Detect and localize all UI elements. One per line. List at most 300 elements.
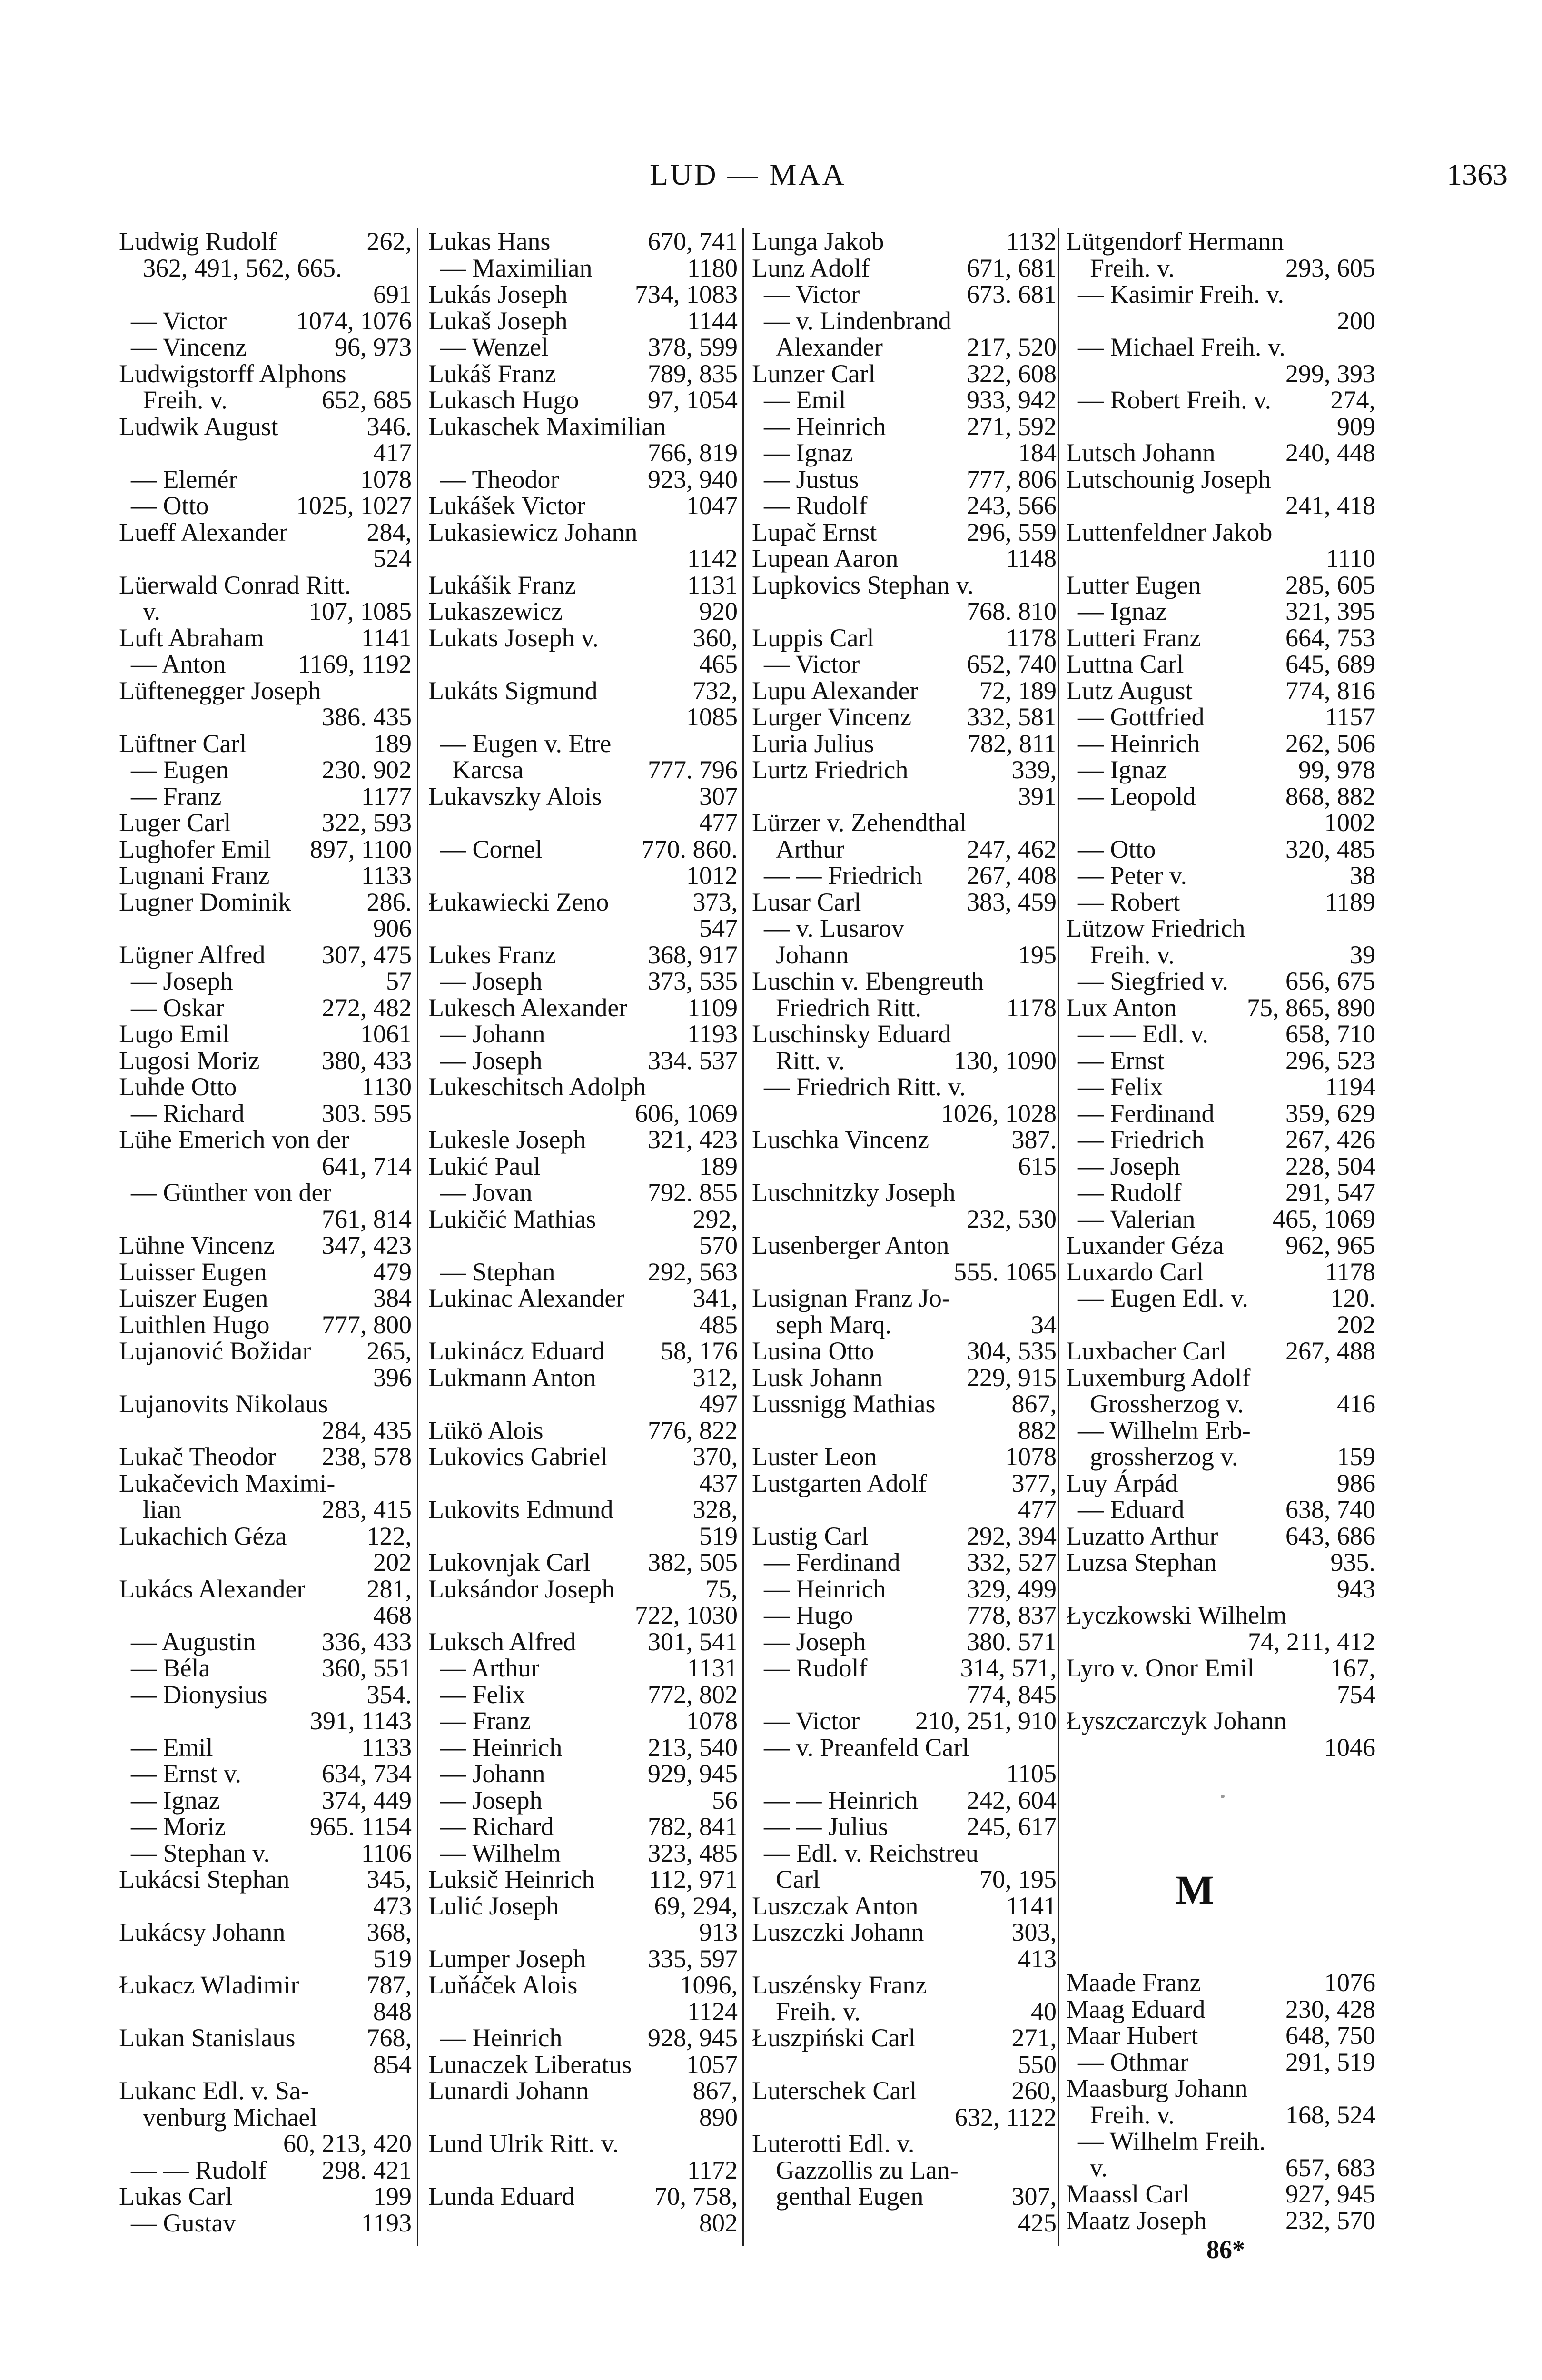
index-entry-continuation <box>424 1523 738 1550</box>
entry-name: Grossherzog v. <box>1090 1389 1244 1418</box>
index-entry-continuation <box>114 255 412 282</box>
entry-page-refs: 1026, 1028 <box>941 1099 1057 1128</box>
index-entry-continuation <box>747 1866 1057 1893</box>
entry-page-refs: 159 <box>1337 1442 1375 1471</box>
entry-page-refs: 167, <box>1330 1654 1375 1682</box>
index-entry <box>747 361 1057 387</box>
index-entry <box>747 1470 1057 1497</box>
entry-name: Lunaczek Liberatus <box>428 2050 632 2079</box>
entry-name: Friedrich Ritt. <box>776 993 921 1022</box>
index-entry <box>114 228 412 255</box>
entry-page-refs: 1189 <box>1325 887 1375 916</box>
entry-page-refs: 267, 408 <box>967 861 1057 890</box>
index-entry-continuation <box>114 2131 412 2157</box>
entry-page-refs: 1178 <box>1006 993 1057 1022</box>
entry-name: Lusenberger Anton <box>752 1231 949 1259</box>
entry-page-refs: 112, 971 <box>649 1865 738 1894</box>
index-entry <box>424 2183 738 2210</box>
entry-page-refs: 332, 527 <box>967 1548 1057 1577</box>
index-entry <box>747 1655 1057 1682</box>
entry-page-refs: 943 <box>1337 1574 1375 1603</box>
entry-name: Lukats Joseph v. <box>428 623 599 652</box>
entry-page-refs: 778, 837 <box>967 1601 1057 1629</box>
index-entry <box>1061 704 1375 731</box>
entry-name: — Moriz <box>131 1812 226 1841</box>
entry-name: Maasburg Johann <box>1066 2074 1248 2102</box>
entry-page-refs: 339, <box>1011 755 1057 784</box>
entry-name: — Kasimir Freih. v. <box>1078 280 1284 308</box>
index-entry <box>1061 2075 1375 2102</box>
entry-page-refs: 322, 593 <box>322 808 412 837</box>
entry-name: Lukes Franz <box>428 940 556 969</box>
entry-page-refs: 199 <box>373 2182 412 2211</box>
entry-name: — Eugen Edl. v. <box>1078 1284 1248 1312</box>
entry-name: Lughofer Emil <box>119 834 271 863</box>
entry-page-refs: 1002 <box>1324 808 1375 837</box>
index-entry <box>424 598 738 625</box>
entry-name: Luttenfeldner Jakob <box>1066 517 1273 546</box>
entry-page-refs: 243, 566 <box>967 491 1057 520</box>
entry-name: Lukač Theodor <box>119 1442 277 1471</box>
index-entry-continuation <box>1061 942 1375 969</box>
entry-name: Ludwig Rudolf <box>119 227 277 256</box>
entry-page-refs: 477 <box>699 808 738 837</box>
print-speck <box>1221 1795 1225 1798</box>
entry-page-refs: 519 <box>373 1944 412 1973</box>
entry-page-refs: 380. 571 <box>967 1627 1057 1656</box>
entry-name: Lujanovits Nikolaus <box>119 1389 328 1418</box>
index-entry-continuation <box>114 1549 412 1576</box>
index-entry-continuation <box>1061 255 1375 282</box>
entry-name: venburg Michael <box>143 2102 317 2132</box>
entry-name: Lux Anton <box>1066 993 1177 1022</box>
entry-page-refs: 265, <box>366 1337 412 1365</box>
entry-name: — Ferdinand <box>1078 1099 1215 1128</box>
entry-page-refs: 1157 <box>1325 703 1375 731</box>
index-entry <box>114 1259 412 1286</box>
index-entry <box>1061 1970 1375 1996</box>
entry-name: Lukášek Victor <box>428 491 586 520</box>
entry-name: v. <box>143 597 160 625</box>
entry-page-refs: 70, 758, <box>654 2182 738 2211</box>
entry-page-refs: 228, 504 <box>1285 1151 1375 1180</box>
entry-page-refs: 189 <box>699 1151 738 1180</box>
entry-name: Lugnani Franz <box>119 861 270 890</box>
index-entry <box>114 1285 412 1312</box>
entry-page-refs: 657, 683 <box>1285 2153 1375 2182</box>
index-entry <box>114 414 412 440</box>
index-entry <box>114 2025 412 2052</box>
index-entry <box>424 1655 738 1682</box>
entry-name: — Eugen <box>131 755 229 784</box>
entry-page-refs: 329, 499 <box>967 1574 1057 1603</box>
entry-page-refs: 291, 547 <box>1285 1178 1375 1207</box>
index-entry-continuation <box>1061 1444 1375 1470</box>
entry-page-refs: 1132 <box>1006 227 1057 256</box>
entry-name: — Günther von der <box>131 1178 332 1207</box>
index-entry-continuation <box>747 1048 1057 1074</box>
index-entry <box>424 308 738 335</box>
index-entry-continuation <box>747 2157 1057 2184</box>
index-entry <box>424 1549 738 1576</box>
entry-name: Luszczak Anton <box>752 1891 919 1920</box>
entry-page-refs: 332, 581 <box>967 703 1057 731</box>
entry-page-refs: 284, 435 <box>322 1416 412 1445</box>
index-entry <box>114 1101 412 1127</box>
entry-name: — Victor <box>764 650 860 678</box>
entry-name: 362, 491, 562, 665. <box>143 253 342 282</box>
entry-name: Luttna Carl <box>1066 650 1184 678</box>
index-entry-continuation <box>424 1391 738 1418</box>
entry-page-refs: 1096, <box>680 1971 738 1999</box>
index-entry-continuation <box>1061 1576 1375 1603</box>
entry-page-refs: 986 <box>1337 1468 1375 1497</box>
index-entry <box>424 1153 738 1180</box>
entry-name: — Othmar <box>1078 2047 1189 2076</box>
index-entry <box>1061 387 1375 414</box>
index-entry <box>114 889 412 916</box>
index-entry <box>114 1470 412 1497</box>
entry-name: — Richard <box>131 1099 245 1128</box>
index-entry <box>114 308 412 335</box>
index-entry <box>1061 1602 1375 1629</box>
index-entry <box>747 1285 1057 1312</box>
index-entry-continuation <box>424 1919 738 1946</box>
index-entry <box>1061 1655 1375 1682</box>
entry-page-refs: 1141 <box>1006 1891 1057 1920</box>
index-entry <box>747 1576 1057 1603</box>
entry-page-refs: 897, 1100 <box>310 834 412 863</box>
index-entry <box>424 228 738 255</box>
entry-name: Lukášik Franz <box>428 570 576 599</box>
entry-name: Lunardi Johann <box>428 2076 589 2105</box>
entry-page-refs: 777, 806 <box>967 465 1057 494</box>
index-entry-continuation <box>747 1206 1057 1233</box>
index-entry-continuation <box>114 1708 412 1735</box>
entry-page-refs: 1180 <box>687 253 738 282</box>
page-number: 1363 <box>1447 158 1508 191</box>
entry-page-refs: 283, 415 <box>322 1495 412 1524</box>
entry-page-refs: 547 <box>699 914 738 942</box>
entry-name: Luschin v. Ebengreuth <box>752 967 984 995</box>
index-entry <box>114 757 412 783</box>
entry-name: Luxander Géza <box>1066 1231 1224 1259</box>
entry-page-refs: 1144 <box>687 306 738 335</box>
index-entry <box>1061 1338 1375 1365</box>
entry-page-refs: 923, 940 <box>648 465 738 494</box>
entry-name: — Ignaz <box>764 438 853 467</box>
entry-name: Maatz Joseph <box>1066 2206 1207 2235</box>
entry-name: — Wenzel <box>440 333 549 361</box>
entry-name: Luňáček Alois <box>428 1971 578 1999</box>
index-entry-continuation <box>1061 810 1375 836</box>
entry-page-refs: 230. 902 <box>322 755 412 784</box>
entry-page-refs: 519 <box>699 1521 738 1550</box>
index-entry-continuation <box>747 836 1057 863</box>
entry-page-refs: 906 <box>373 914 412 942</box>
entry-page-refs: 322, 608 <box>967 359 1057 388</box>
entry-name: Luster Leon <box>752 1442 877 1471</box>
entry-page-refs: 347, 423 <box>322 1231 412 1259</box>
entry-page-refs: 238, 578 <box>322 1442 412 1471</box>
index-entry <box>747 519 1057 546</box>
entry-name: Johann <box>776 940 849 969</box>
entry-page-refs: 346. <box>366 412 412 441</box>
index-entry <box>114 493 412 519</box>
entry-name: Lyro v. Onor Emil <box>1066 1654 1255 1682</box>
index-entry-continuation <box>1061 1629 1375 1656</box>
index-entry <box>747 2131 1057 2157</box>
entry-page-refs: 1012 <box>686 861 738 890</box>
entry-page-refs: 240, 448 <box>1285 438 1375 467</box>
index-entry <box>747 1391 1057 1418</box>
index-entry <box>114 1180 412 1206</box>
entry-page-refs: 334. 537 <box>648 1046 738 1075</box>
index-entry <box>747 1787 1057 1814</box>
entry-name: Luksándor Joseph <box>428 1574 615 1603</box>
entry-page-refs: 437 <box>699 1468 738 1497</box>
entry-name: — Siegfried v. <box>1078 967 1228 995</box>
entry-page-refs: 281, <box>366 1574 412 1603</box>
entry-name: Luzsa Stephan <box>1066 1548 1217 1577</box>
entry-name: Lützow Friedrich <box>1066 914 1245 942</box>
index-entry <box>114 651 412 678</box>
index-entry-continuation <box>424 810 738 836</box>
index-entry-continuation <box>114 2052 412 2078</box>
entry-page-refs: 1078 <box>360 465 412 494</box>
index-column-1 <box>114 228 412 2236</box>
entry-name: — Heinrich <box>764 412 886 441</box>
entry-name: — Justus <box>764 465 859 494</box>
entry-page-refs: 848 <box>373 1997 412 2026</box>
index-entry <box>1061 281 1375 308</box>
index-entry <box>424 1735 738 1761</box>
index-entry <box>1061 731 1375 757</box>
entry-page-refs: 658, 710 <box>1285 1020 1375 1048</box>
entry-name: lian <box>143 1495 181 1524</box>
index-entry <box>114 2183 412 2210</box>
entry-page-refs: 262, <box>366 227 412 256</box>
index-entry <box>424 572 738 599</box>
index-entry <box>747 414 1057 440</box>
entry-page-refs: 890 <box>699 2102 738 2132</box>
index-entry <box>424 625 738 652</box>
entry-page-refs: 909 <box>1337 412 1375 441</box>
entry-name: — Victor <box>764 1706 860 1735</box>
entry-page-refs: 1105 <box>1006 1759 1057 1788</box>
index-entry <box>1061 968 1375 995</box>
entry-name: — Joseph <box>1078 1151 1180 1180</box>
index-entry <box>114 1866 412 1893</box>
entry-name: — v. Lindenbrand <box>764 306 951 335</box>
entry-page-refs: 479 <box>373 1257 412 1286</box>
entry-page-refs: 867, <box>1011 1389 1057 1418</box>
index-entry <box>747 757 1057 783</box>
index-entry <box>747 651 1057 678</box>
entry-page-refs: 664, 753 <box>1285 623 1375 652</box>
index-entry <box>1061 651 1375 678</box>
entry-name: Lutz August <box>1066 676 1193 705</box>
entry-page-refs: 247, 462 <box>967 834 1057 863</box>
index-entry <box>114 1629 412 1656</box>
entry-page-refs: 39 <box>1350 940 1375 969</box>
entry-page-refs: 774, 816 <box>1285 676 1375 705</box>
entry-page-refs: 291, 519 <box>1285 2047 1375 2076</box>
entry-page-refs: 298. 421 <box>322 2155 412 2184</box>
index-entry <box>114 1312 412 1339</box>
index-entry-continuation <box>747 598 1057 625</box>
entry-page-refs: 734, 1083 <box>635 280 738 308</box>
entry-page-refs: 732, <box>692 676 738 705</box>
index-entry-continuation <box>114 1153 412 1180</box>
index-entry <box>747 1735 1057 1761</box>
index-entry-continuation <box>424 1232 738 1259</box>
index-column-3 <box>747 228 1057 2236</box>
entry-name: — Michael Freih. v. <box>1078 333 1285 361</box>
index-entry <box>747 1127 1057 1153</box>
entry-page-refs: 40 <box>1031 1997 1057 2026</box>
entry-page-refs: 1178 <box>1325 1257 1375 1286</box>
index-entry <box>114 334 412 361</box>
entry-name: Łuszpiński Carl <box>752 2023 916 2052</box>
index-entry <box>747 308 1057 335</box>
index-entry-continuation <box>114 704 412 731</box>
column-divider <box>1058 228 1059 2246</box>
entry-page-refs: 380, 433 <box>322 1046 412 1075</box>
index-entry <box>114 783 412 810</box>
entry-page-refs: 465 <box>699 650 738 678</box>
index-entry-continuation <box>424 915 738 942</box>
entry-page-refs: 373, 535 <box>648 967 738 995</box>
index-entry <box>424 1338 738 1365</box>
entry-page-refs: 260, <box>1011 2076 1057 2105</box>
entry-name: — Emil <box>764 386 846 414</box>
entry-name: Lukácsy Johann <box>119 1918 286 1946</box>
entry-page-refs: 387. <box>1011 1125 1057 1154</box>
entry-page-refs: 913 <box>699 1918 738 1946</box>
entry-page-refs: 202 <box>373 1548 412 1577</box>
entry-name: Lunz Adolf <box>752 253 870 282</box>
index-entry <box>424 2078 738 2104</box>
index-entry <box>1061 1996 1375 2023</box>
index-entry-continuation <box>424 440 738 466</box>
index-entry-continuation <box>747 1153 1057 1180</box>
entry-page-refs: 1109 <box>687 993 738 1022</box>
entry-page-refs: 1046 <box>1324 1733 1375 1762</box>
entry-page-refs: 354. <box>366 1680 412 1709</box>
index-entry <box>1061 1048 1375 1074</box>
index-entry <box>747 1549 1057 1576</box>
entry-page-refs: 606, 1069 <box>635 1099 738 1128</box>
entry-page-refs: 75, <box>705 1574 738 1603</box>
index-entry <box>424 783 738 810</box>
entry-page-refs: 473 <box>373 1891 412 1920</box>
index-entry <box>424 387 738 414</box>
entry-name: Lukanc Edl. v. Sa- <box>119 2076 309 2105</box>
index-entry <box>747 678 1057 704</box>
index-entry <box>424 1497 738 1523</box>
index-entry-continuation <box>424 1312 738 1339</box>
entry-page-refs: 320, 485 <box>1285 834 1375 863</box>
index-entry <box>114 1391 412 1418</box>
entry-name: — Felix <box>440 1680 525 1709</box>
index-entry-continuation <box>1061 1682 1375 1708</box>
index-entry <box>747 1021 1057 1048</box>
entry-page-refs: 262, 506 <box>1285 729 1375 758</box>
entry-page-refs: 296, 523 <box>1285 1046 1375 1075</box>
entry-page-refs: 284, <box>366 517 412 546</box>
entry-name: Lurger Vincenz <box>752 703 912 731</box>
entry-name: Lusignan Franz Jo- <box>752 1284 950 1312</box>
entry-page-refs: 293, 605 <box>1285 253 1375 282</box>
entry-page-refs: 477 <box>1018 1495 1057 1524</box>
index-entry <box>114 1814 412 1840</box>
index-entry <box>424 2025 738 2052</box>
entry-page-refs: 396 <box>373 1363 412 1392</box>
entry-name: — Ignaz <box>1078 755 1167 784</box>
index-entry <box>1061 440 1375 466</box>
index-entry <box>1061 1021 1375 1048</box>
entry-page-refs: 232, 570 <box>1285 2206 1375 2235</box>
index-entry <box>114 863 412 889</box>
entry-page-refs: 267, 488 <box>1285 1337 1375 1365</box>
index-entry-continuation <box>1061 414 1375 440</box>
index-entry-continuation <box>424 863 738 889</box>
entry-name: Luft Abraham <box>119 623 264 652</box>
entry-page-refs: 232, 530 <box>967 1204 1057 1233</box>
index-column-4-m-section <box>1061 1970 1375 2234</box>
entry-name: Luschinsky Eduard <box>752 1020 951 1048</box>
entry-page-refs: 468 <box>373 1601 412 1629</box>
entry-page-refs: 345, <box>366 1865 412 1894</box>
index-entry <box>747 1074 1057 1101</box>
entry-page-refs: 70, 195 <box>979 1865 1057 1894</box>
index-entry-continuation <box>424 1602 738 1629</box>
index-entry <box>424 2131 738 2157</box>
index-entry-continuation <box>747 2052 1057 2078</box>
entry-page-refs: 1133 <box>361 861 412 890</box>
entry-page-refs: 296, 559 <box>967 517 1057 546</box>
entry-name: Lunga Jakob <box>752 227 884 256</box>
entry-name: Maar Hubert <box>1066 2021 1198 2050</box>
index-entry-continuation <box>747 1418 1057 1444</box>
entry-name: Lukaschek Maximilian <box>428 412 666 441</box>
entry-name: Lürzer v. Zehendthal <box>752 808 967 837</box>
entry-page-refs: 776, 822 <box>648 1416 738 1445</box>
entry-name: — Ignaz <box>1078 597 1167 625</box>
entry-page-refs: 1110 <box>1326 544 1375 573</box>
entry-page-refs: 360, <box>692 623 738 652</box>
entry-page-refs: 425 <box>1018 2208 1057 2237</box>
entry-name: Lurtz Friedrich <box>752 755 909 784</box>
index-entry-continuation <box>114 915 412 942</box>
entry-name: Lukovnjak Carl <box>428 1548 591 1577</box>
entry-page-refs: 217, 520 <box>967 333 1057 361</box>
entry-page-refs: 122, <box>366 1521 412 1550</box>
index-entry <box>747 1602 1057 1629</box>
entry-page-refs: 57 <box>386 967 412 995</box>
index-entry <box>424 334 738 361</box>
entry-name: — — Friedrich <box>764 861 922 890</box>
entry-name: Luria Julius <box>752 729 874 758</box>
index-entry <box>424 678 738 704</box>
entry-page-refs: 1130 <box>361 1072 412 1101</box>
entry-page-refs: 200 <box>1337 306 1375 335</box>
index-entry <box>114 995 412 1021</box>
index-entry-continuation <box>747 2104 1057 2131</box>
entry-page-refs: 1148 <box>1006 544 1057 573</box>
entry-name: Lueff Alexander <box>119 517 288 546</box>
